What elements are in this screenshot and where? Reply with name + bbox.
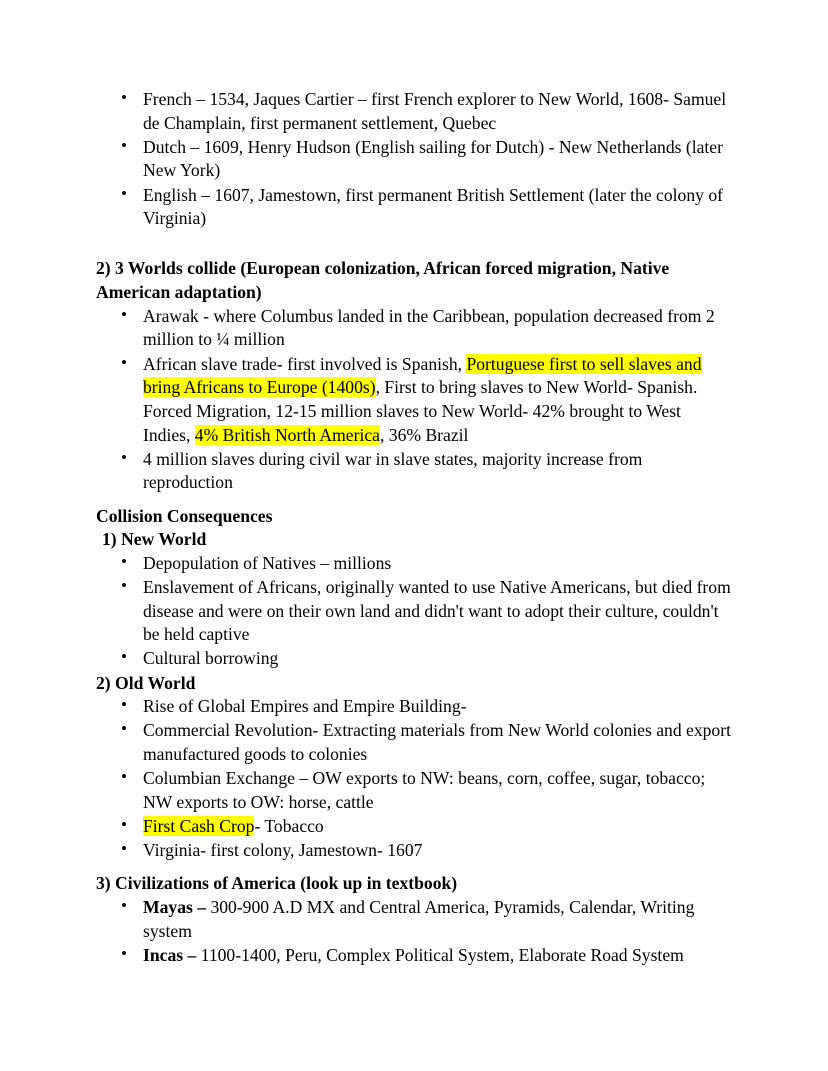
list-item-text xyxy=(143,553,391,573)
list-item xyxy=(96,695,732,719)
new-world-bullet-list xyxy=(96,552,732,671)
text-run: Enslavement of Africans, originally wanted to use Native Americans, but died from disease and were on their own land and didn't want to adopt their culture, couldn't be held captive xyxy=(143,576,731,645)
text-run: Incas – xyxy=(143,944,201,965)
list-item-text xyxy=(143,945,684,965)
text-run: - Tobacco xyxy=(254,816,324,837)
list-item xyxy=(96,944,732,968)
spacer xyxy=(96,496,732,505)
text-run: 1100-1400, Peru, Complex Political System, Elaborate Road System xyxy=(200,944,684,965)
list-item xyxy=(96,552,732,576)
list-item xyxy=(96,719,732,766)
text-run: Depopulation of Natives – millions xyxy=(143,552,392,573)
list-item xyxy=(96,839,732,863)
list-item-text xyxy=(143,768,705,812)
list-item-text xyxy=(143,897,694,941)
list-item xyxy=(96,767,732,814)
list-item-text xyxy=(143,720,731,764)
text-run: Mayas – xyxy=(143,897,211,917)
text-run: 4 million slaves during civil war in slave states, majority increase from reproduction xyxy=(143,448,643,493)
top-bullet-list xyxy=(96,88,732,231)
document-body xyxy=(96,88,732,967)
highlighted-text: First Cash Crop xyxy=(143,816,255,837)
text-run: Cultural borrowing xyxy=(143,648,279,669)
list-item xyxy=(96,353,732,448)
section3-bullet-list xyxy=(96,896,732,967)
spacer xyxy=(96,863,732,872)
list-item xyxy=(96,136,732,183)
list-item xyxy=(96,184,732,231)
list-item-text xyxy=(143,577,731,644)
list-item xyxy=(96,815,732,839)
list-item-text xyxy=(143,816,324,836)
text-run: , 36% Brazil xyxy=(380,424,469,445)
text-run: Columbian Exchange – OW exports to NW: beans, corn, coffee, sugar, tobacco; NW exports to OW: horse, cattle xyxy=(143,768,706,812)
list-item xyxy=(96,896,732,943)
text-run: African slave trade- first involved is Spanish, xyxy=(143,353,467,374)
list-item-text: English – 1607, Jamestown, first permanent British Settlement (later the colony of Virginia) xyxy=(143,184,723,229)
list-item xyxy=(96,576,732,647)
list-item-text: French – 1534, Jaques Cartier – first French explorer to New World, 1608- Samuel de Champlain, first permanent settlement, Quebec xyxy=(143,89,727,133)
list-item-text xyxy=(143,306,715,350)
text-run: 300-900 A.D MX and Central America, Pyramids, Calendar, Writing system xyxy=(143,897,695,941)
text-run: , First to bring slaves to New World- Spanish. Forced Migration, 12-15 million slaves to New World- 42% brought to West Indies, xyxy=(143,377,698,445)
text-run: Rise of Global Empires and Empire Building- xyxy=(143,696,467,717)
list-item-text xyxy=(143,696,466,716)
highlighted-text: 4% British North America xyxy=(194,424,380,445)
section-heading-3: 3) Civilizations of America (look up in textbook) xyxy=(96,873,458,894)
collision-consequences-heading: Collision Consequences xyxy=(96,505,273,526)
section2-bullet-list xyxy=(96,305,732,495)
spacer xyxy=(96,231,732,257)
list-item-text xyxy=(143,648,278,668)
old-world-bullet-list xyxy=(96,695,732,863)
list-item xyxy=(96,448,732,495)
highlighted-text: Portuguese first to sell slaves and bring Africans to Europe (1400s) xyxy=(143,353,702,398)
list-item xyxy=(96,647,732,671)
list-item-text xyxy=(143,354,702,445)
section-heading-2: 2) 3 Worlds collide (European colonization, African forced migration, Native American adaptation) xyxy=(96,258,670,303)
list-item xyxy=(96,305,732,352)
old-world-heading: 2) Old World xyxy=(96,672,196,693)
list-item xyxy=(96,88,732,135)
text-run: Commercial Revolution- Extracting materials from New World colonies and export manufactured goods to colonies xyxy=(143,720,731,765)
text-run: Arawak - where Columbus landed in the Caribbean, population decreased from 2 million to ¼ million xyxy=(143,305,715,350)
list-item-text: Dutch – 1609, Henry Hudson (English sailing for Dutch) - New Netherlands (later New York) xyxy=(143,136,723,181)
new-world-heading: 1) New World xyxy=(102,529,207,550)
list-item-text xyxy=(143,449,642,493)
list-item-text xyxy=(143,840,422,860)
text-run: Virginia- first colony, Jamestown- 1607 xyxy=(143,840,423,861)
